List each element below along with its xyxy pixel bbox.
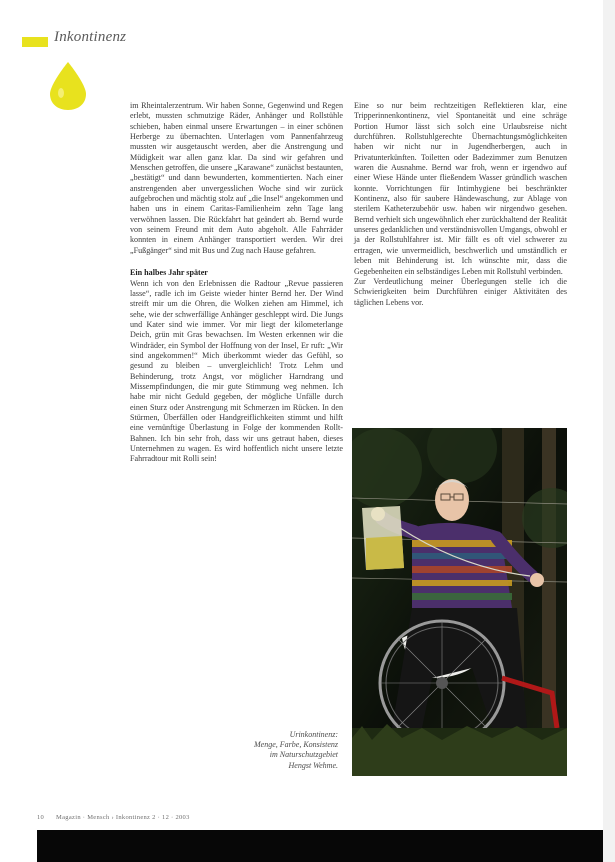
left-paragraph-2: Wenn ich von den Erlebnissen die Radtour „Revue passieren lasse“, radle ich im Geiste wieder hinter Bernd her. Der Wind streift mir um die Ohren, die Wolken ziehen am Himmel, ich sehe, wie der schwerfällige Anhänger geschleppt wird. Die Jungs und Kater sind wie immer. Vor mir liegt der kilometerlange Deich, grün mit Gras bewachsen. Im Westen erkennen wir die Windräder, ein Symbol der Hoffnung von der Insel, Er ruft: „Wir sind angekommen!“ Mich überkommt wieder das Gefühl, so gesund zu bleiben – unvergleichlich! Trotz Lehm und Behinderung, trotz Angst, vor möglicher Harndrang und Missempfindungen, die mir gute Stimmung weg nehmen. Ich habe mir nicht Geduld gegeben, der mögliche Unfälle durch einen Sturz oder Anstrengung mit Schmerzen im Rücken. In den Stürmen, Überfällen oder Handgreiflichkeiten stimmt und hilft eine vernünftige Überlastung in Folge der kommenden Rollt-Bahnen. Ich bin sehr froh, dass wir uns getraut haben, dieses Unternehmen zu wagen. Es wird hoffentlich nicht unsere letzte Fahrradtour mit Rolli sein! (130, 278, 343, 464)
caption-line-4: Hengst Wehme. (288, 760, 338, 770)
yellow-drop-icon (46, 60, 90, 112)
right-paragraph-1: Eine so nur beim rechtzeitigen Reflektieren klar, eine Tripperinnenkontinenz, viel Spontaneität und eine schräge Portion Humor lässt sich solch eine Urlaubsreise nicht durchführen. Rollstuhlgerechte Übernachtungsmöglichkeiten haben wir nicht nur in Jugendherbergen, auch in Privatunterkünften. Toiletten oder Badezimmer zum Benutzen waren die Ausnahme. Bernd war froh, wenn er irgendwo auf einer Wiese Hände unter fließendem Wasser gründlich waschen konnte. Vorrichtungen für Intimhygiene bei beschränkter Kontinenz, also für saubere Händewaschung, zur Ablage von sterilem Katheterzubehör usw. haben wir nirgendwo gesehen. Bernd verhielt sich ungewöhnlich eher zurückhaltend der Realität unseres gedanklichen und verständnisvollen Umgangs, obwohl er ja der Rollstuhlfahrer ist. Mir fällt es oft viel schwerer zu ertragen, wie unvermeidlich, beschwerlich und umständlich er leben mit Behinderung ist. Ich wünschte mir, dass die Gegebenheiten ein selbständiges Leben mit Rollstuhl verbinden. (354, 101, 567, 276)
section-title: Inkontinenz (54, 29, 127, 45)
caption-line-2: Menge, Farbe, Konsistenz (254, 740, 338, 750)
right-paragraph-2: Zur Verdeutlichung meiner Überlegungen stelle ich die Schwierigkeiten beim Durchführen einiger Aktivitäten des täglichen Lebens vor. (354, 276, 567, 307)
subheading: Ein halbes Jahr später (130, 268, 208, 278)
bottom-scan-edge (37, 830, 615, 862)
right-page-edge (603, 0, 615, 862)
caption-line-3: im Naturschutzgebiet (269, 750, 338, 760)
right-text-column (354, 101, 567, 308)
footer-text: Magazin · Mensch › Inkontinenz 2 · 12 · 2003 (56, 814, 190, 821)
caption-line-1: Urinkontinenz: (289, 730, 338, 739)
photo-caption (236, 730, 338, 771)
left-text-column (130, 101, 343, 465)
left-paragraph-1: im Rheintalerzentrum. Wir haben Sonne, Gegenwind und Regen erlebt, mussten schmutzige Räder, Anhänger und Rollstühle schieben, haben einmal unsere Erwartungen – in einer schönen Herberge zu übernachten. Unterlagen vom Pannenfahrzeug mussten wir ausgetauscht werden, aber die Anstrengung und Müdigkeit war allen ganz klar. Da sind wir gefahren und Menschen getroffen, die unsere „Karawane“ zunächst bestaunten, „bestätigt“ und dann bewunderten, kommentierten. Nach einer anstrengenden aber unvergesslichen Woche sind wir zurück aufgebrochen und mächtig stolz auf „die Insel“ angekommen und haben uns in einem Caritas-Familienheim zehn Tage lang verwöhnen lassen. Die Rückfahrt hat geändert ab. Bernd wurde von seinem Freund mit dem Auto abgeholt. Alle Fahrräder konnten in einem Anhänger transportiert werden. Wir drei „Fußgänger“ sind mit Bus und Zug nach Hause gefahren. (130, 101, 343, 255)
photo-man-in-wheelchair (352, 428, 567, 776)
page-footer (37, 814, 190, 821)
page-number: 10 (37, 814, 45, 821)
header-marker-bar (22, 37, 48, 47)
